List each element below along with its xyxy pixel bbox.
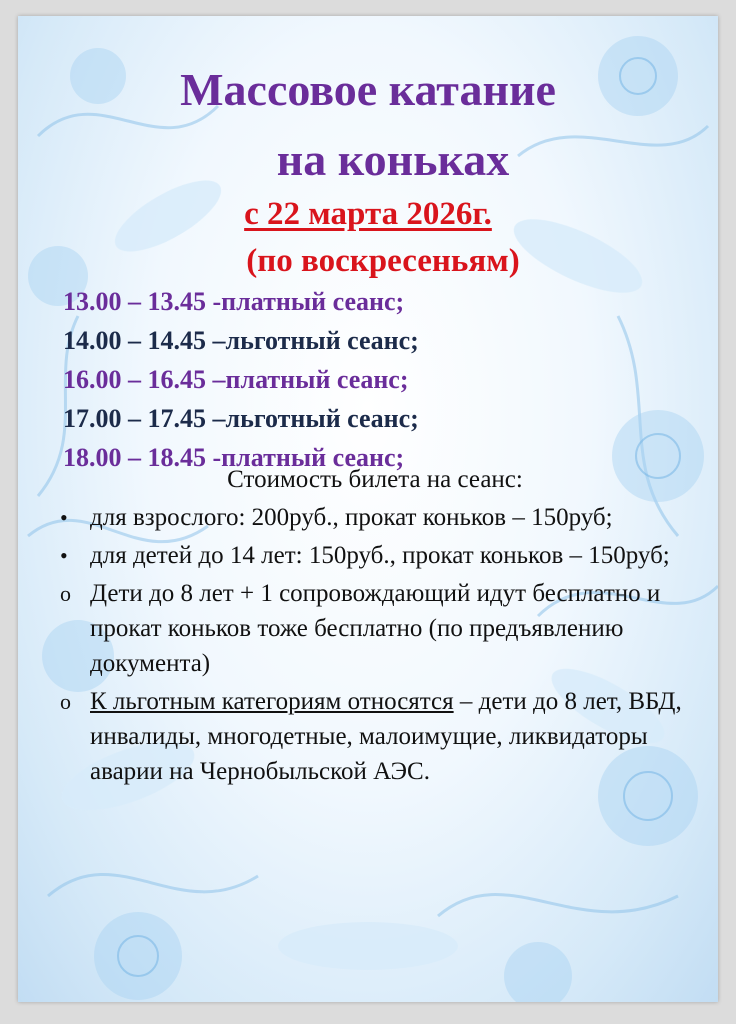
bullet-icon: • [60, 543, 68, 568]
bullet-icon: • [60, 505, 68, 530]
session-label: льготный сеанс; [225, 404, 419, 433]
session-list [63, 282, 703, 477]
start-date-text: с 22 марта 2026г. [244, 196, 492, 232]
poster-title-line-2: на коньках [276, 134, 510, 185]
circle-bullet-icon: o [60, 581, 71, 606]
session-time: 13.00 – 13.45 - [63, 287, 222, 316]
circle-bullet-icon: o [60, 689, 71, 714]
poster-title-line-1: Массовое катание [180, 64, 556, 115]
session-label: платный сеанс; [221, 287, 405, 316]
session-time: 17.00 – 17.45 – [63, 404, 226, 433]
session-item [63, 399, 703, 438]
session-time: 14.00 – 14.45 – [63, 326, 226, 355]
session-time: 16.00 – 16.45 – [63, 365, 226, 394]
poster-sheet [18, 16, 718, 1002]
price-rules-list [60, 500, 700, 792]
rule-text: – дети до 8 лет, ВБД, инвалиды, многодетные, малоимущие, ликвидаторы аварии на Чернобыльской АЭС. [90, 688, 682, 785]
session-label: платный сеанс; [221, 443, 405, 472]
price-rule-adult [60, 500, 700, 535]
session-label: льготный сеанс; [225, 326, 419, 355]
rule-text: Дети до 8 лет + 1 сопровождающий идут бесплатно и прокат коньков тоже бесплатно (по предъявлению документа) [90, 580, 661, 677]
session-item [63, 282, 703, 321]
schedule-days: (по воскресеньям) [246, 243, 520, 279]
rule-text: для детей до 14 лет: 150руб., прокат коньков – 150руб; [90, 542, 670, 569]
session-time: 18.00 – 18.45 - [63, 443, 222, 472]
session-label: платный сеанс; [225, 365, 409, 394]
rule-free-children [60, 576, 700, 681]
rule-discount-categories [60, 684, 700, 789]
rule-heading: К льготным категориям относятся [90, 688, 454, 715]
session-item [63, 360, 703, 399]
start-date [18, 194, 718, 234]
rule-text: для взрослого: 200руб., прокат коньков – 150руб; [90, 504, 613, 531]
session-item [63, 321, 703, 360]
ticket-price-heading: Стоимость билета на сеанс: [227, 466, 523, 493]
price-rule-children [60, 538, 700, 573]
